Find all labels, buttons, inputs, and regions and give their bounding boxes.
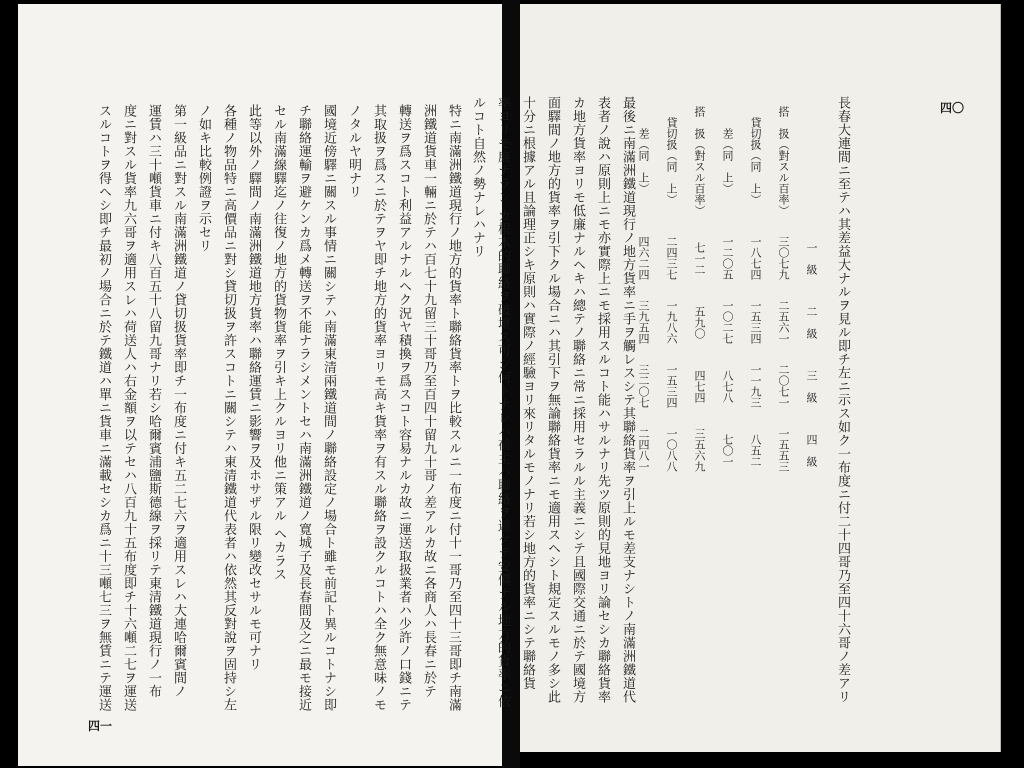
table-cell: 四七四 (693, 369, 706, 403)
table-cell: 三〇七九 (777, 236, 790, 280)
text-line: セル南滿線驛迄ノ往復ノ地方的貨物貨率ヲ引キ上クルヨリ他ニ策アル ヘカラス (271, 104, 286, 582)
text-line: 十分ニ根據アル且論理正シキ原則ハ實際ノ經驗ヨリ來リタルモノナリ若シ地方的貨率ニシテ聯絡貨 (520, 96, 535, 690)
table-cell: 二四三七 (665, 236, 678, 280)
table-cell: 一〇八八 (665, 428, 678, 472)
table-cell: 一五三四 (749, 300, 762, 344)
table-cell: 七〇一 (721, 433, 734, 467)
table-cell: 一〇二七 (721, 300, 734, 344)
text-line: カ地方貨率ヨリモ低廉ナルヘキハ總テノ聯絡ニ常ニ採用セラルル主義ニシテ且國際交通ニ於テ國境方 (570, 96, 585, 704)
table-cell: 差（同 上） (721, 128, 734, 194)
table-cell: 搭 扱（對スル百率） (777, 106, 790, 216)
text-line: 國境近傍驛ニ關スル事情ニ關シテハ南滿東清兩鐵道間ノ聯絡設定ノ場合ト雖モ前記ト異ルコトナシ即 (321, 104, 336, 712)
text-line: 此等以外ノ驛間ノ南滿洲鐵道地方貨率ハ聯絡運賃ニ影響ヲ及ホサザル限リ變改セサルモ可ナリ (246, 104, 261, 671)
text-line: 表者ノ說ハ原則上ニモ亦實際上ニモ採用スルコト能ハサルナリ先ツ原則的見地ヨリ論セシカ聯絡貨率 (595, 96, 610, 704)
text-line: 率ヨリモ廉ナラン カ根本的聯絡ヲ破壞ス可シ何トナレハ荷主ハ聯絡ヲ避ケテ安價ナル地方的貨率ニ依 (495, 96, 510, 709)
table-cell: 三九五四 (637, 300, 650, 344)
text-line: 洲鐵道貨車一輛ニ於テハ百七十九留三十哥乃至百四十留九十哥ノ差アルカ故ニ各商人ハ長春ニ於テ (421, 104, 436, 698)
table-cell: 一九八六 (665, 300, 678, 344)
right-page-body (465, 96, 640, 709)
text-line: スルコトヲ得ヘシ即チ最初ノ場合ニ於テ鐵道ハ單ニ貨車ニ滿載セシカ爲ニ十三噸七三ヲ無賃ニテ運送 (96, 104, 111, 712)
text-line: チ聯絡運輸ヲ避ケンカ爲メ轉送ヲ不能ナラシメントセハ南滿洲鐵道ノ寛城子及長春間及之ニ最モ接近 (296, 104, 311, 712)
left-page (18, 4, 502, 766)
table-cell: 八五二 (749, 433, 762, 467)
table-cell: 貸切扱（同 上） (665, 117, 678, 205)
table-cell: 八七八 (721, 369, 734, 403)
table-cell: 五九〇 (693, 305, 706, 339)
text-line: 度ニ對スル貨率九六哥ヲ適用スレハ荷送人ハ右金額ヲ以テセハ八百九十五布度即チ十六噸二七ヲ運送 (121, 104, 136, 712)
text-line: ノタルヤ明ナリ (346, 104, 361, 199)
table-header-cell: 一 級 (805, 241, 818, 275)
table-cell: 一五三四 (665, 364, 678, 408)
table-header-cell: 三 級 (805, 369, 818, 403)
table-cell: 四六二四 (637, 236, 650, 280)
table-cell: 搭 扱（對スル百率） (693, 106, 706, 216)
table-row (797, 96, 825, 482)
table-row (657, 96, 685, 482)
table-header-cell: 二 級 (805, 305, 818, 339)
table-cell: 一八七四 (749, 236, 762, 280)
table-row (769, 96, 797, 482)
table-cell: 一一九三 (749, 364, 762, 408)
page-number-left: 四一 (88, 719, 113, 733)
table-cell: 一五五三 (777, 428, 790, 472)
table-cell: 三二〇七 (637, 364, 650, 408)
table-cell: 七一二 (693, 241, 706, 275)
table-cell: 二〇七一 (777, 364, 790, 408)
table-header-cell (797, 96, 825, 226)
table-row (685, 96, 713, 482)
text-line: 其取扱ヲ爲スニ於テヲヤ即チ地方的貨率ヨリモ高キ貨率ヲ有スル聯絡ヲ設クルコトハ全ク無意味ノモ (371, 104, 386, 712)
text-line: 轉送ヲ爲スコト利益アルナルヘク況ヤ積換ヲ爲スコト容易ナルカ故ニ運送取扱業者ハ少許ノ口錢ニテ (396, 104, 411, 712)
text-line: 運賃ハ三十噸貨車ニ付キ八百五十八留九哥ナリ若シ哈爾賓浦鹽斯德線ヲ採リテ東清鐵道現行ノ一布 (146, 104, 161, 698)
table-row (713, 96, 741, 482)
table-cell: 一二〇五 (721, 236, 734, 280)
page-number-right: 四〇 (939, 101, 964, 115)
text-line: 第一級品ニ對スル南滿洲鐵道ノ貸切扱貨率即チ一布度ニ付キ五二七六ヲ適用スレハ大連哈爾賓間ノ (171, 104, 186, 698)
table-cell: 二五六一 (777, 300, 790, 344)
text-line: ノ如キ比較例證ヲ示セリ (196, 104, 211, 253)
text-line: 最後ニ南滿洲鐵道現行ノ地方貨率ニ手ヲ觸レスシテ其聯絡貨率ヲ引上ルモ差支ナシトノ南滿洲鐵道代 (620, 96, 635, 704)
rate-table (629, 96, 825, 482)
left-page-body (91, 104, 466, 712)
table-cell: 二四八一 (637, 428, 650, 472)
table-cell: 貸切扱（同 上） (749, 117, 762, 205)
table-cell: 三五六九 (693, 428, 706, 472)
text-line: ルコト自然ノ勢ナレハナリ (470, 96, 485, 258)
text-line: 長春大連間ニ至テハ其差益大ナルヲ見ル即チ左ニ示ス如ク一布度ニ付二十四哥乃至四十六哥ノ差アリ (835, 96, 850, 704)
right-page (470, 4, 1001, 752)
text-line: 面驛間ノ地方的貨率ヲ引下クル場合ニハ其引下ヲ無論聯絡貨率ニモ適用スヘシト規定スルモノ多シ此 (545, 96, 560, 704)
table-header-cell: 四 級 (805, 433, 818, 467)
text-line: 特ニ南滿洲鐵道現行ノ地方的貨率ト聯絡貨率トヲ比較スルニ一布度ニ付十一哥乃至四十三哥即チ南滿 (446, 104, 461, 712)
right-intro (830, 96, 855, 704)
text-line: 各種ノ物品特ニ高價品ニ對シ貸切扱ヲ許スコトニ關シテハ東清鐵道代表者ハ依然其反對說ヲ固持シ左 (221, 104, 236, 712)
table-cell: 差（同 上） (637, 128, 650, 194)
table-row (741, 96, 769, 482)
